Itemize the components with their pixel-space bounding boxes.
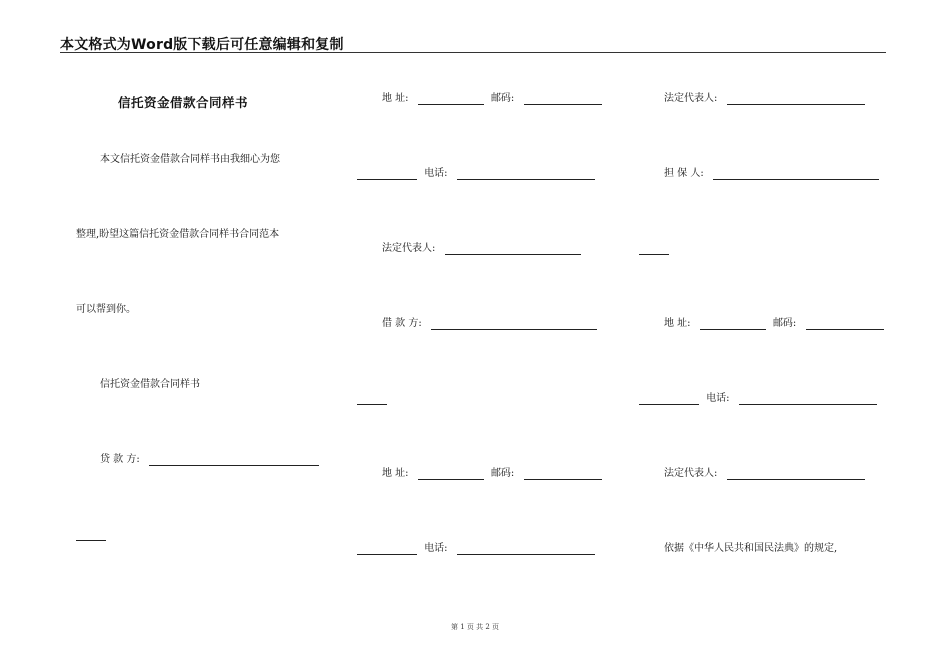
- borrower-row: [382, 318, 597, 330]
- guarantor-label: 担 保 人:: [664, 168, 704, 179]
- lender-label: 贷 款 方:: [100, 454, 140, 465]
- intro-paragraph-line-3: 可以帮到你。: [76, 304, 136, 315]
- address-row-1: [382, 93, 602, 105]
- guarantor-phone-label: 电话:: [706, 393, 730, 404]
- phone-prefix-blank: [357, 169, 417, 180]
- guarantor-postcode-blank: [806, 319, 884, 330]
- guarantor-phone-prefix-blank: [639, 394, 699, 405]
- legal-rep-label: 法定代表人:: [382, 243, 436, 254]
- guarantor-phone-row: [639, 393, 877, 405]
- postcode-label-2: 邮码:: [490, 468, 515, 479]
- document-title: 信托资金借款合同样书: [118, 95, 249, 110]
- intro-paragraph-line-1: 本文信托资金借款合同样书由我细心为您: [100, 154, 280, 165]
- postcode-blank: [524, 94, 602, 105]
- contract-subtitle: 信托资金借款合同样书: [100, 379, 200, 390]
- phone-prefix-blank-2: [357, 544, 417, 555]
- guarantor-row: [664, 168, 879, 180]
- borrower-continuation-blank: [357, 394, 387, 405]
- guarantor-continuation-row: [639, 243, 669, 255]
- phone-label: 电话:: [424, 168, 448, 179]
- guarantor-blank: [713, 169, 879, 180]
- borrower-label: 借 款 方:: [382, 318, 422, 329]
- header-divider: [60, 52, 886, 53]
- guarantor-continuation-blank: [639, 244, 669, 255]
- address-blank-2: [418, 469, 484, 480]
- guarantor-address-blank: [700, 319, 766, 330]
- lender-row: [100, 454, 319, 466]
- page-number: 第 1 页 共 2 页: [450, 623, 500, 631]
- phone-row-2: [357, 543, 595, 555]
- phone-blank: [457, 169, 595, 180]
- legal-rep-blank-4: [727, 469, 865, 480]
- legal-rep-label-3: 法定代表人:: [664, 93, 718, 104]
- phone-label-2: 电话:: [424, 543, 448, 554]
- guarantor-phone-blank: [739, 394, 877, 405]
- postcode-label: 邮码:: [490, 93, 515, 104]
- intro-paragraph-line-2: 整理,盼望这篇信托资金借款合同样书合同范本: [76, 229, 280, 240]
- guarantor-legal-rep-row: [664, 93, 865, 105]
- legal-rep-blank-3: [727, 94, 865, 105]
- guarantor-address-label: 地 址:: [664, 318, 691, 329]
- address-label-2: 地 址:: [382, 468, 409, 479]
- address-row-2: [382, 468, 602, 480]
- legal-rep-row-1: [382, 243, 581, 255]
- lender-continuation-blank: [76, 530, 106, 541]
- legal-basis-text: 依据《中华人民共和国民法典》的规定,: [664, 543, 838, 554]
- guarantor-postcode-label: 邮码:: [772, 318, 797, 329]
- borrower-blank: [431, 319, 597, 330]
- phone-blank-2: [457, 544, 595, 555]
- borrower-continuation-row: [357, 393, 387, 405]
- lender-continuation-row: [76, 529, 106, 541]
- legal-rep-blank: [445, 244, 581, 255]
- legal-rep-label-4: 法定代表人:: [664, 468, 718, 479]
- guarantor-address-row: [664, 318, 884, 330]
- phone-row-1: [357, 168, 595, 180]
- guarantor-legal-rep-row-2: [664, 468, 865, 480]
- lender-blank: [149, 455, 319, 466]
- postcode-blank-2: [524, 469, 602, 480]
- address-label: 地 址:: [382, 93, 409, 104]
- address-blank: [418, 94, 484, 105]
- document-header-title: 本文格式为Word版下载后可任意编辑和复制: [60, 37, 344, 53]
